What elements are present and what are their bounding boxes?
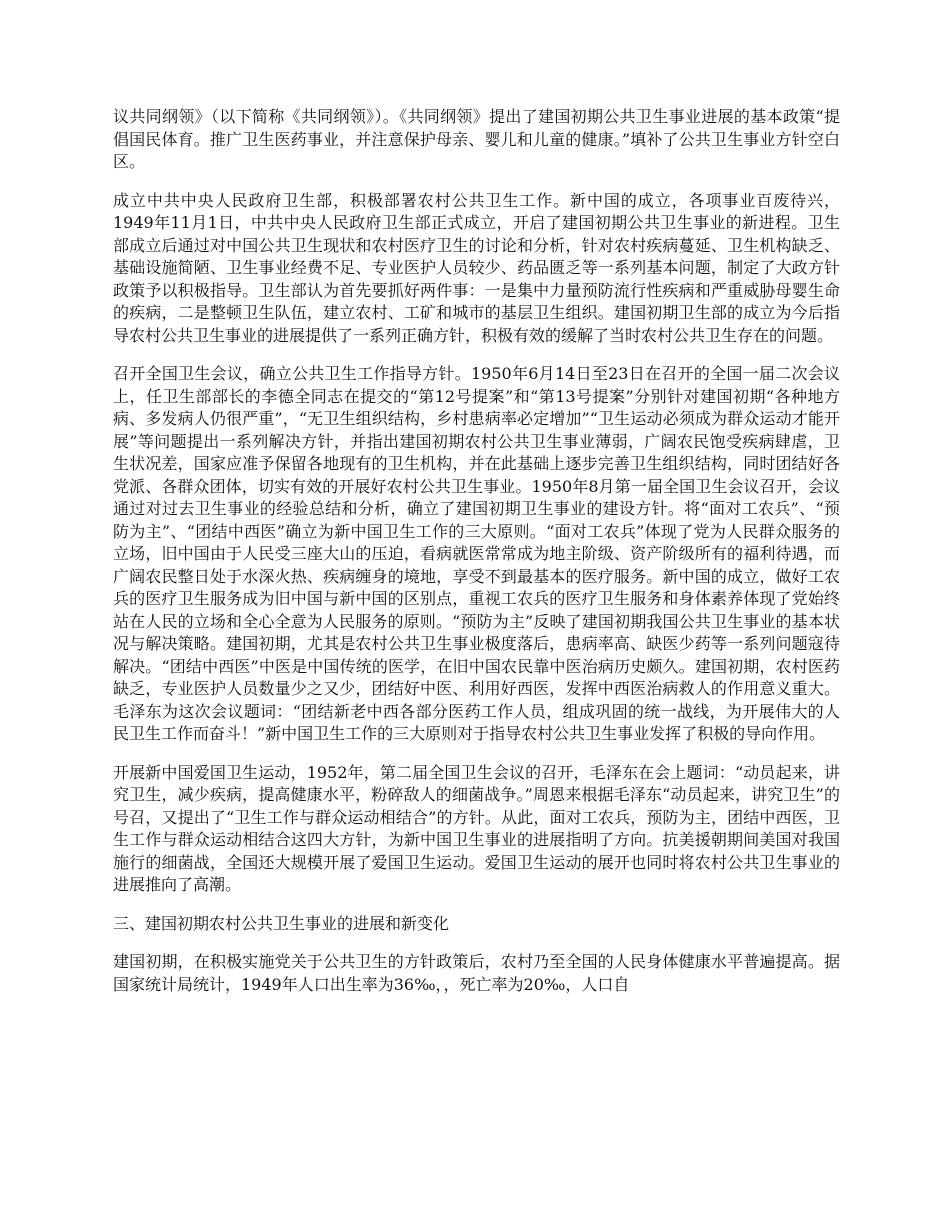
paragraph-ministry-of-health: 成立中共中央人民政府卫生部，积极部署农村公共卫生工作。新中国的成立，各项事业百废待兴，1949年11月1日，中共中央人民政府卫生部正式成立，开启了建国初期公共卫生事业的新进程。卫生部成立后通过对中国公共卫生现状和农村医疗卫生的讨论和分析，针对农村疾病蔓延、卫生机构缺乏、基础设施简陋、卫生事业经费不足、专业医护人员较少、药品匮乏等一系列基本问题，制定了大政方针政策予以积极指导。卫生部认为首先要抓好两件事：一是集中力量预防流行性疾病和严重威胁母婴生命的疾病，二是整顿卫生队伍，建立农村、工矿和城市的基层卫生组织。建国初期卫生部的成立为今后指导农村公共卫生事业的进展提供了一系列正确方针，积极有效的缓解了当时农村公共卫生存在的问题。 [113, 190, 840, 345]
paragraph-health-statistics: 建国初期，在积极实施党关于公共卫生的方针政策后，农村乃至全国的人民身体健康水平普遍提高。据国家统计局统计，1949年人口出生率为36‰，，死亡率为20‰，人口自 [113, 952, 840, 994]
paragraph-national-health-conference: 召开全国卫生会议，确立公共卫生工作指导方针。1950年6月14日至23日在召开的全国一届二次会议上，任卫生部部长的李德全同志在提交的“第12号提案”和“第13号提案”分别针对建国初期“各种地方病、多发病人仍很严重”，“无卫生组织结构，乡村患病率必定增加”“卫生运动必须成为群众运动才能开展”等问题提出一系列解决方针，并指出建国初期农村公共卫生事业薄弱，广阔农民饱受疾病肆虐，卫生状况差，国家应准予保留各地现有的卫生机构，并在此基础上逐步完善卫生组织结构，同时团结好各党派、各群众团体，切实有效的开展好农村公共卫生事业。1950年8月第一届全国卫生会议召开，会议通过对过去卫生事业的经验总结和分析，确立了建国初期卫生事业的建设方针。将“面对工农兵”、“预防为主”、“团结中西医”确立为新中国卫生工作的三大原则。“面对工农兵”体现了党为人民群众服务的立场，旧中国由于人民受三座大山的压迫，看病就医常常成为地主阶级、资产阶级所有的福利待遇，而广阔农民整日处于水深火热、疾病缠身的境地，享受不到最基本的医疗服务。新中国的成立，做好工农兵的医疗卫生服务成为旧中国与新中国的区别点，重视工农兵的医疗卫生服务和身体素养体现了党始终站在人民的立场和全心全意为人民服务的原则。“预防为主”反映了建国初期我国公共卫生事业的基本状况与解决策略。建国初期，尤其是农村公共卫生事业极度落后，患病率高、缺医少药等一系列问题寇待解决。“团结中西医”中医是中国传统的医学，在旧中国农民靠中医治病历史颇久。建国初期，农村医药缺乏，专业医护人员数量少之又少，团结好中医、利用好西医，发挥中西医治病救人的作用意义重大。毛泽东为这次会议题词：“团结新老中西各部分医药工作人员，组成巩固的统一战线，为开展伟大的人民卫生工作而奋斗！”新中国卫生工作的三大原则对于指导农村公共卫生事业发挥了积极的导向作用。 [113, 364, 840, 743]
paragraph-patriotic-health-campaign: 开展新中国爱国卫生运动，1952年，第二届全国卫生会议的召开，毛泽东在会上题词：“动员起来，讲究卫生，减少疾病，提高健康水平，粉碎敌人的细菌战争。”周恩来根据毛泽东“动员起来，讲究卫生”的号召，又提出了“卫生工作与群众运动相结合”的方针。从此，面对工农兵，预防为主，团结中西医，卫生工作与群众运动相结合这四大方针，为新中国卫生事业的进展指明了方向。抗美援朝期间美国对我国施行的细菌战，全国还大规模开展了爱国卫生运动。爱国卫生运动的展开也同时将农村公共卫生事业的进展推向了高潮。 [113, 762, 840, 894]
paragraph-common-program: 议共同纲领》（以下简称《共同纲领》）。《共同纲领》提出了建国初期公共卫生事业进展的基本政策“提倡国民体育。推广卫生医药事业，并注意保护母亲、婴儿和儿童的健康。”填补了公共卫生事业方针空白区。 [113, 107, 840, 171]
section-heading: 三、建国初期农村公共卫生事业的进展和新变化 [113, 913, 450, 933]
document-page [113, 106, 840, 1012]
